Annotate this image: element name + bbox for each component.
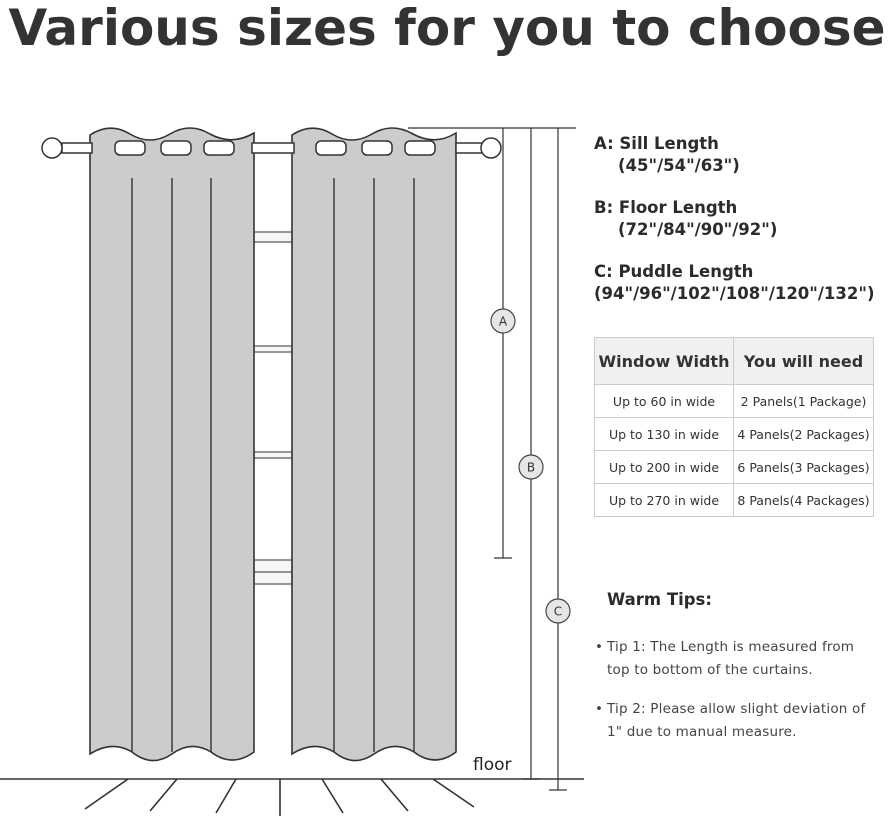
svg-text:C: C: [553, 604, 563, 619]
header-window-width: Window Width: [595, 338, 734, 385]
warm-tips-heading: Warm Tips:: [607, 590, 712, 609]
spec-puddle-length: [594, 261, 874, 305]
spec-floor-length: [594, 197, 777, 241]
svg-text:B: B: [526, 460, 536, 475]
page-title: Various sizes for you to choose: [8, 0, 886, 57]
table-row: [595, 484, 874, 517]
spec-sill-label: A: Sill Length: [594, 134, 719, 153]
svg-text:A: A: [498, 314, 508, 329]
tip-2-text: Tip 2: Please allow slight deviation of 1" due to manual measure.: [607, 701, 866, 740]
spec-puddle-label: C: Puddle Length: [594, 262, 754, 281]
window-frame: [254, 140, 292, 780]
tip-1: [595, 636, 877, 682]
cell-need: 2 Panels(1 Package): [734, 385, 874, 418]
table-row: [595, 418, 874, 451]
cell-width: Up to 270 in wide: [595, 484, 734, 517]
bullet-icon: •: [595, 701, 604, 717]
floor: [0, 779, 584, 816]
bullet-icon: •: [595, 639, 604, 655]
tip-1-text: Tip 1: The Length is measured from top to bottom of the curtains.: [607, 639, 855, 678]
cell-need: 4 Panels(2 Packages): [734, 418, 874, 451]
cell-need: 6 Panels(3 Packages): [734, 451, 874, 484]
cell-width: Up to 60 in wide: [595, 385, 734, 418]
spec-sill-length: [594, 133, 740, 177]
rod-finial-left: [42, 138, 62, 158]
marker-c: [546, 599, 570, 623]
floor-label: floor: [473, 755, 512, 775]
spec-sill-sizes: (45"/54"/63"): [618, 156, 740, 175]
marker-a: [491, 309, 515, 333]
spec-floor-label: B: Floor Length: [594, 198, 738, 217]
spec-floor-sizes: (72"/84"/90"/92"): [618, 220, 778, 239]
panel-requirements-table: [594, 337, 874, 517]
cell-need: 8 Panels(4 Packages): [734, 484, 874, 517]
table-header-row: [595, 338, 874, 385]
table-row: [595, 385, 874, 418]
cell-width: Up to 130 in wide: [595, 418, 734, 451]
rod-finial-right: [481, 138, 501, 158]
table-row: [595, 451, 874, 484]
spec-puddle-sizes: (94"/96"/102"/108"/120"/132"): [594, 284, 875, 303]
header-you-will-need: You will need: [734, 338, 874, 385]
tip-2: [595, 698, 877, 744]
marker-b: [519, 455, 543, 479]
cell-width: Up to 200 in wide: [595, 451, 734, 484]
